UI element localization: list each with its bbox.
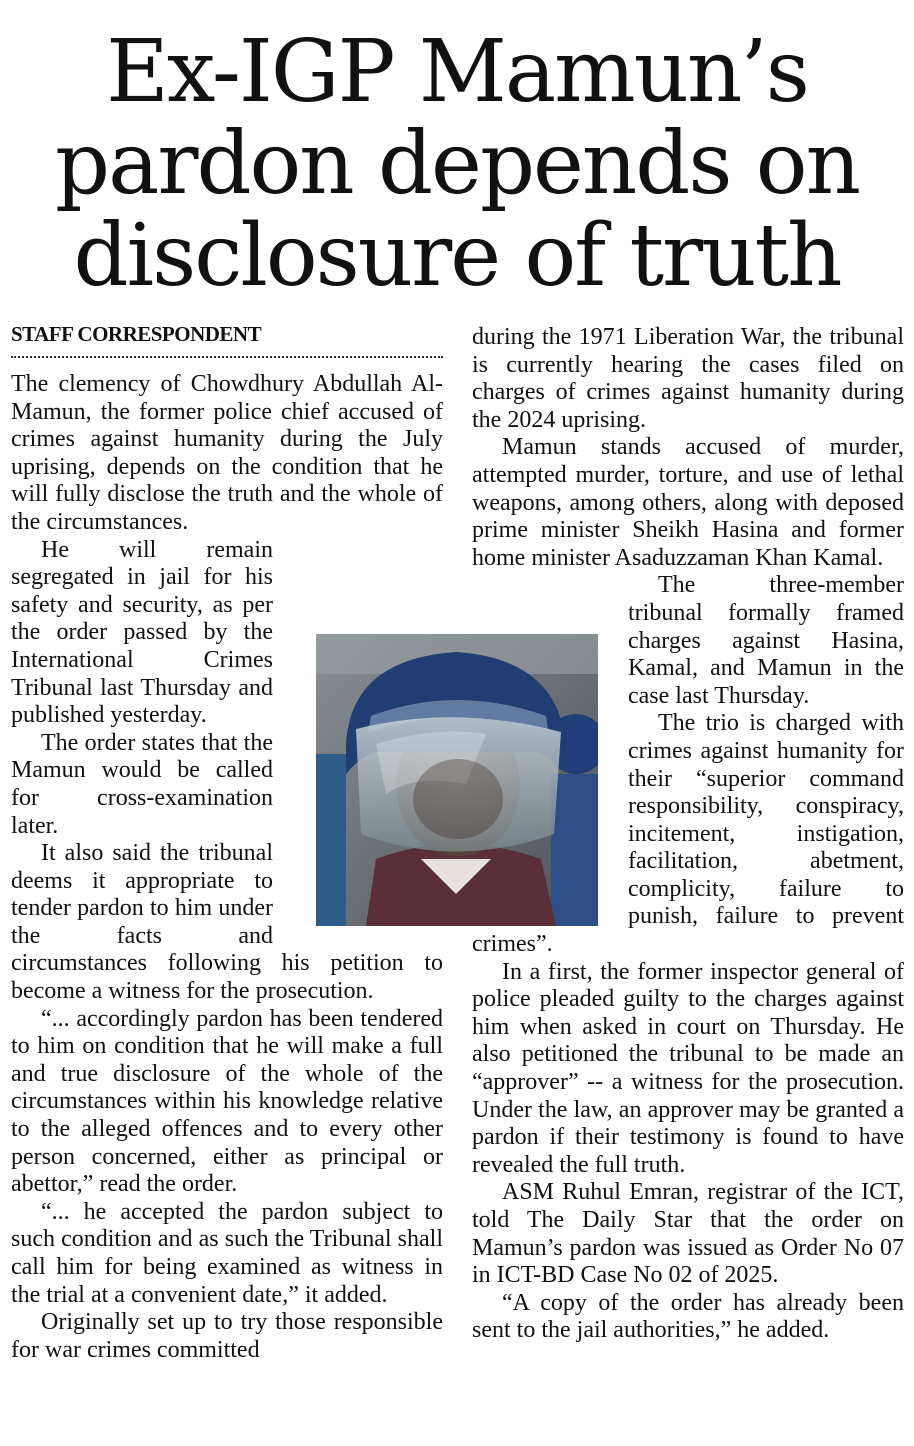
headline-line-3: disclosure of truth <box>73 206 841 306</box>
article-paragraph: Mamun stands accused of murder, attempted murder, torture, and use of lethal weapons, among others, along with deposed prime minister Sheikh Hasina and former home minister Asaduzzaman Khan Kamal. <box>472 434 904 571</box>
article-paragraph: “... accordingly pardon has been tendered to him on condition that he will make a full and true disclosure of the whole of the circumstances within his knowledge relative to the alleged offences and to every other person concerned, either as principal or abettor,” read the order. <box>11 1005 443 1198</box>
article-paragraph: It also said the tribunal deems it appropriate to tender pardon to him under the facts and circumstances following his petition to become a witness for the prosecution. <box>11 840 443 1005</box>
article-paragraph: “... he accepted the pardon subject to such condition and as such the Tribunal shall call him for being examined as witness in the trial at a convenient date,” it added. <box>11 1198 443 1308</box>
article-paragraph: The trio is charged with crimes against humanity for their “superior command responsibility, conspiracy, incitement, instigation, facilitation, abetment, complicity, failure to punish, failure to prevent crimes”. <box>472 710 904 958</box>
byline: STAFF CORRESPONDENT <box>11 322 262 346</box>
article-paragraph: The three-member tribunal formally framed charges against Hasina, Kamal, and Mamun in the case last Thursday. <box>628 572 904 709</box>
article-paragraph: “A copy of the order has already been sent to the jail authorities,” he added. <box>472 1289 904 1344</box>
headline-line-2: pardon depends on <box>55 114 859 214</box>
article-paragraph: ASM Ruhul Emran, registrar of the ICT, told The Daily Star that the order on Mamun’s pardon was issued as Order No 07 in ICT-BD Case No 02 of 2025. <box>472 1179 904 1289</box>
headline-line-1: Ex-IGP Mamun’s <box>106 22 808 122</box>
article-paragraph: In a first, the former inspector general of police pleaded guilty to the charges against him when asked in court on Thursday. He also petitioned the tribunal to be made an “approver” -- a witness for the prosecution. Under the law, an approver may be granted a pardon if their testimony is found to have revealed the full truth. <box>472 958 904 1178</box>
article-paragraph: The clemency of Chowdhury Abdullah Al-Mamun, the former police chief accused of crimes against humanity during the July uprising, depends on the condition that he will fully disclose the truth and the whole of the circumstances. <box>11 371 443 535</box>
person-in-riot-helmet-photo <box>316 634 598 926</box>
article-paragraph: during the 1971 Liberation War, the tribunal is currently hearing the cases filed on charges of crimes against humanity during the 2024 uprising. <box>472 324 904 433</box>
article-paragraph: He will remain segregated in jail for his safety and security, as per the order passed by the International Crimes Tribunal last Thursday and published yesterday. <box>11 536 273 729</box>
article-photo <box>316 634 598 926</box>
article-paragraph: Originally set up to try those responsible for war crimes committed <box>11 1309 443 1363</box>
article-paragraph: The order states that the Mamun would be called for cross-examination later. <box>11 729 273 839</box>
